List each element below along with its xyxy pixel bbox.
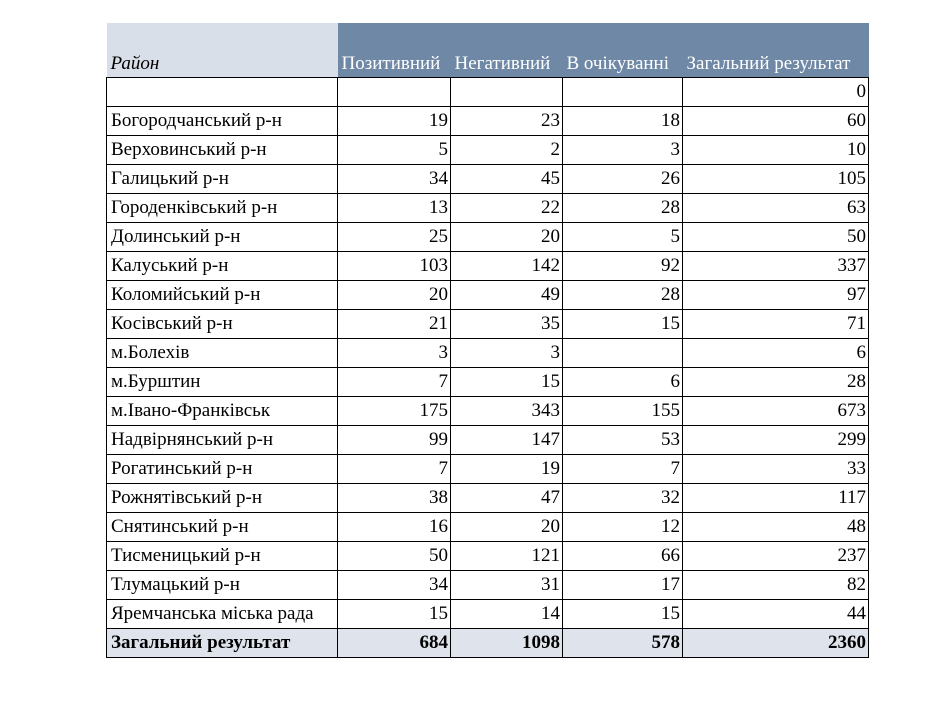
cell-pending: [563, 78, 683, 107]
table-row: [107, 426, 869, 455]
cell-total: 0: [683, 78, 869, 107]
cell-district: Богородчанський р-н: [107, 107, 338, 136]
grand-total-total: 2360: [683, 629, 869, 658]
cell-negative: 49: [451, 281, 563, 310]
results-table: [106, 23, 869, 658]
table-row: [107, 194, 869, 223]
cell-pending: 155: [563, 397, 683, 426]
cell-positive: 7: [338, 368, 451, 397]
cell-positive: 38: [338, 484, 451, 513]
cell-negative: 47: [451, 484, 563, 513]
cell-district: Снятинський р-н: [107, 513, 338, 542]
cell-pending: 12: [563, 513, 683, 542]
cell-district: Калуський р-н: [107, 252, 338, 281]
cell-positive: 19: [338, 107, 451, 136]
cell-negative: [451, 78, 563, 107]
table-row: [107, 542, 869, 571]
cell-total: 82: [683, 571, 869, 600]
cell-pending: 32: [563, 484, 683, 513]
cell-negative: 147: [451, 426, 563, 455]
cell-pending: [563, 339, 683, 368]
cell-positive: 34: [338, 165, 451, 194]
cell-positive: 13: [338, 194, 451, 223]
cell-negative: 31: [451, 571, 563, 600]
cell-total: 48: [683, 513, 869, 542]
cell-total: 97: [683, 281, 869, 310]
table-row: [107, 455, 869, 484]
cell-district: Городенківський р-н: [107, 194, 338, 223]
table-row: [107, 368, 869, 397]
table-row: [107, 513, 869, 542]
cell-district: Тлумацький р-н: [107, 571, 338, 600]
cell-district: Галицький р-н: [107, 165, 338, 194]
cell-total: 44: [683, 600, 869, 629]
table-row: [107, 484, 869, 513]
cell-negative: 22: [451, 194, 563, 223]
table-header-row: [107, 23, 869, 78]
table-row: [107, 223, 869, 252]
cell-positive: 25: [338, 223, 451, 252]
cell-district: м.Івано-Франківськ: [107, 397, 338, 426]
cell-pending: 15: [563, 600, 683, 629]
header-negative: Негативний: [451, 23, 563, 78]
cell-total: 50: [683, 223, 869, 252]
grand-total-pending: 578: [563, 629, 683, 658]
cell-pending: 18: [563, 107, 683, 136]
cell-pending: 28: [563, 194, 683, 223]
table-row: [107, 107, 869, 136]
cell-negative: 14: [451, 600, 563, 629]
cell-negative: 15: [451, 368, 563, 397]
cell-total: 60: [683, 107, 869, 136]
cell-district: Коломийський р-н: [107, 281, 338, 310]
cell-total: 673: [683, 397, 869, 426]
cell-negative: 19: [451, 455, 563, 484]
cell-pending: 5: [563, 223, 683, 252]
cell-district: м.Бурштин: [107, 368, 338, 397]
cell-total: 117: [683, 484, 869, 513]
cell-pending: 3: [563, 136, 683, 165]
cell-positive: 103: [338, 252, 451, 281]
table-row: [107, 571, 869, 600]
cell-total: 299: [683, 426, 869, 455]
cell-pending: 7: [563, 455, 683, 484]
header-pending: В очікуванні: [563, 23, 683, 78]
table-row: [107, 136, 869, 165]
table-row: [107, 397, 869, 426]
cell-positive: 16: [338, 513, 451, 542]
cell-district: Косівський р-н: [107, 310, 338, 339]
table-row: [107, 252, 869, 281]
cell-negative: 142: [451, 252, 563, 281]
cell-total: 28: [683, 368, 869, 397]
cell-pending: 6: [563, 368, 683, 397]
cell-pending: 66: [563, 542, 683, 571]
cell-negative: 35: [451, 310, 563, 339]
cell-pending: 53: [563, 426, 683, 455]
cell-district: Рогатинський р-н: [107, 455, 338, 484]
grand-total-label: Загальний результат: [107, 629, 338, 658]
cell-negative: 3: [451, 339, 563, 368]
table-row: [107, 78, 869, 107]
cell-pending: 15: [563, 310, 683, 339]
table-row: [107, 600, 869, 629]
cell-negative: 343: [451, 397, 563, 426]
cell-positive: 21: [338, 310, 451, 339]
cell-total: 6: [683, 339, 869, 368]
cell-positive: [338, 78, 451, 107]
cell-total: 105: [683, 165, 869, 194]
cell-total: 63: [683, 194, 869, 223]
table-row: [107, 281, 869, 310]
header-total: Загальний результат: [683, 23, 869, 78]
cell-total: 237: [683, 542, 869, 571]
cell-positive: 99: [338, 426, 451, 455]
cell-positive: 7: [338, 455, 451, 484]
cell-total: 71: [683, 310, 869, 339]
cell-district: м.Болехів: [107, 339, 338, 368]
cell-district: Надвірнянський р-н: [107, 426, 338, 455]
cell-district: Верховинський р-н: [107, 136, 338, 165]
header-positive: Позитивний: [338, 23, 451, 78]
cell-negative: 121: [451, 542, 563, 571]
cell-negative: 2: [451, 136, 563, 165]
table-row: [107, 165, 869, 194]
cell-positive: 50: [338, 542, 451, 571]
cell-positive: 15: [338, 600, 451, 629]
cell-positive: 3: [338, 339, 451, 368]
cell-total: 337: [683, 252, 869, 281]
cell-district: Яремчанська міська рада: [107, 600, 338, 629]
table-row: [107, 339, 869, 368]
cell-district: Долинський р-н: [107, 223, 338, 252]
cell-negative: 45: [451, 165, 563, 194]
cell-pending: 26: [563, 165, 683, 194]
grand-total-positive: 684: [338, 629, 451, 658]
grand-total-row: [107, 629, 869, 658]
cell-total: 10: [683, 136, 869, 165]
cell-total: 33: [683, 455, 869, 484]
cell-negative: 20: [451, 513, 563, 542]
cell-district: [107, 78, 338, 107]
cell-negative: 20: [451, 223, 563, 252]
table-body: [107, 78, 869, 629]
cell-pending: 28: [563, 281, 683, 310]
table-row: [107, 310, 869, 339]
cell-pending: 17: [563, 571, 683, 600]
cell-positive: 175: [338, 397, 451, 426]
cell-positive: 34: [338, 571, 451, 600]
grand-total-negative: 1098: [451, 629, 563, 658]
cell-negative: 23: [451, 107, 563, 136]
cell-pending: 92: [563, 252, 683, 281]
cell-district: Тисменицький р-н: [107, 542, 338, 571]
cell-positive: 5: [338, 136, 451, 165]
cell-district: Рожнятівський р-н: [107, 484, 338, 513]
cell-positive: 20: [338, 281, 451, 310]
header-district: Район: [107, 23, 338, 78]
